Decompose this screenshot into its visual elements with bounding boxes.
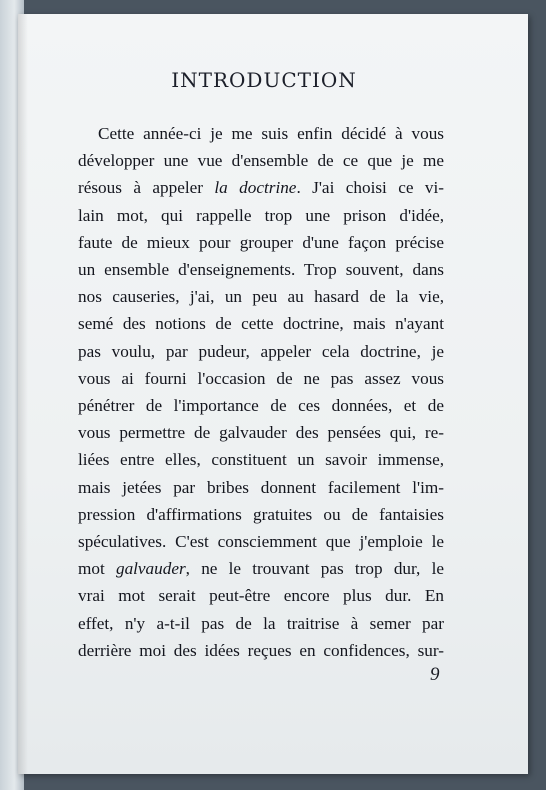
text-line: liées entre elles, constituent un savoir immense, (78, 450, 444, 470)
text-line: vous permettre de galvauder des pensées qui, re- (78, 423, 444, 443)
text-segment: résous à appeler (78, 178, 215, 198)
body-text (78, 120, 444, 664)
text-line: lain mot, qui rappelle trop une prison d'idée, (78, 205, 444, 225)
italic-term: galvauder (115, 559, 186, 579)
text-line: pression d'affirmations gratuites ou de fantaisies (78, 504, 444, 524)
text-line: vrai mot serait peut-être encore plus dur. En (78, 586, 444, 606)
page-number: 9 (430, 664, 440, 685)
text-line: spéculatives. C'est consciemment que j'emploie le (78, 532, 444, 552)
text-line: vous ai fourni l'occasion de ne pas assez vous (78, 368, 444, 388)
text-line: pénétrer de l'importance de ces données, et de (78, 396, 444, 416)
gutter-shadow (18, 14, 28, 774)
text-line: Cette année-ci je me suis enfin décidé à vous (98, 124, 444, 143)
italic-term: la doctrine (214, 178, 297, 198)
text-line: semé des notions de cette doctrine, mais n'ayant (78, 314, 444, 334)
text-line (78, 555, 444, 582)
text-segment: mot (78, 559, 116, 579)
text-line: pas voulu, par pudeur, appeler cela doctrine, je (78, 341, 444, 361)
text-line: effet, n'y a-t-il pas de la traitrise à semer par (78, 613, 444, 633)
text-segment: , ne le trouvant pas trop dur, le (185, 559, 444, 579)
text-segment: . J'ai choisi ce vi- (296, 178, 444, 198)
text-line: faute de mieux pour grouper d'une façon précise (78, 232, 444, 252)
text-line: nos causeries, j'ai, un peu au hasard de la vie, (78, 287, 444, 307)
text-line (78, 174, 444, 201)
text-line: mais jetées par bribes donnent facilement l'im- (78, 477, 444, 497)
chapter-title: INTRODUCTION (171, 68, 357, 92)
text-line: développer une vue d'ensemble de ce que je me (78, 151, 444, 171)
text-line: derrière moi des idées reçues en confidences, sur- (78, 640, 444, 660)
text-line: un ensemble d'enseignements. Trop souvent, dans (78, 260, 444, 280)
